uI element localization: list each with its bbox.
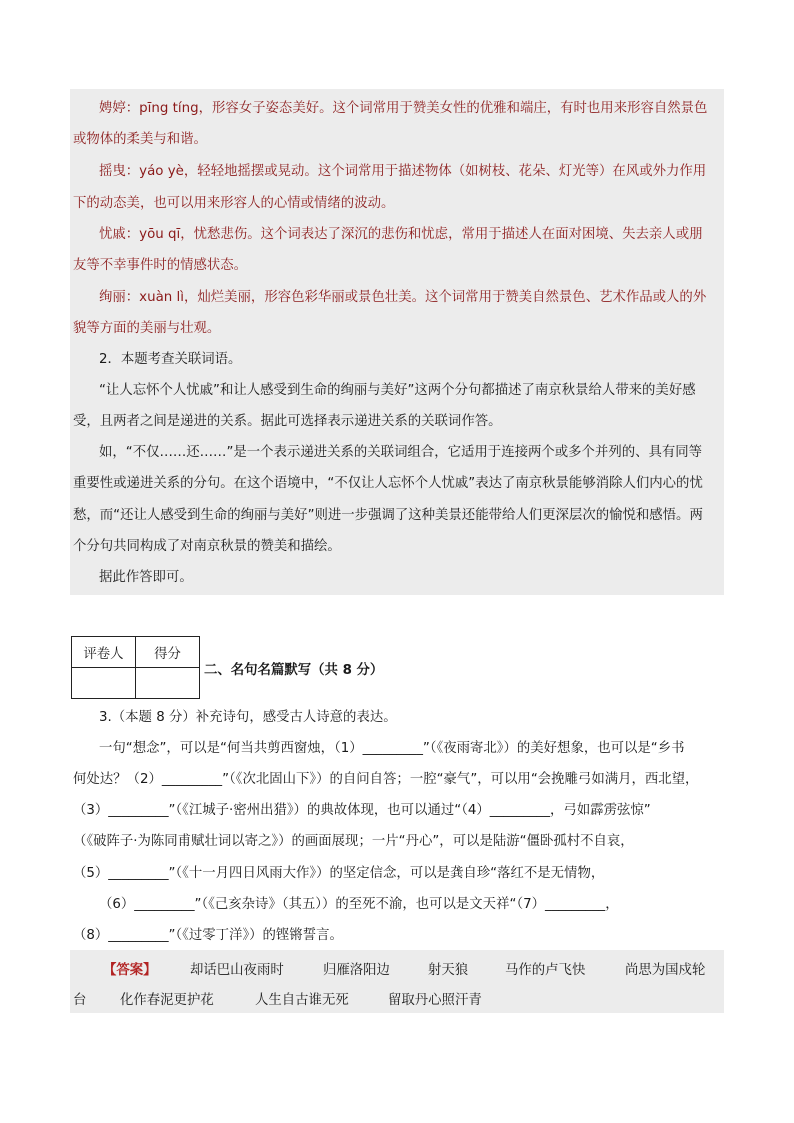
explanation-line: 下的动态美，也可以用来形容人的心情或情绪的波动。 xyxy=(73,196,395,211)
answer-item: 却话巴山夜雨时 xyxy=(190,963,284,978)
explanation-line: 娉婷：pīng tíng，形容女子姿态美好。这个词常用于赞美女性的优雅和端庄，有时也用来形容自然景色 xyxy=(99,101,708,116)
score-header: 得分 xyxy=(136,637,200,668)
answer-item: 射天狼 xyxy=(428,963,469,978)
question-line: （8）_________”（《过零丁洋》）的铿锵誓言。 xyxy=(73,928,343,943)
question-line: 一句“想念”，可以是“何当共剪西窗烛，（1）_________”（《夜雨寄北》）的美好想象，也可以是“乡书 xyxy=(99,741,685,756)
question-line: 3.（本题 8 分）补充诗句，感受古人诗意的表达。 xyxy=(99,710,397,725)
answer-item: 归雁洛阳边 xyxy=(323,963,390,978)
explanation-line: 如，“不仅……还……”是一个表示递进关系的关联词组合，它适用于连接两个或多个并列的、具有同等 xyxy=(99,445,703,460)
explanation-line: 个分句共同构成了对南京秋景的赞美和描绘。 xyxy=(73,539,341,554)
question-line: 何处达？（2）_________”（《次北固山下》）的自问自答；一腔“豪气”，可以用“会挽雕弓如满月，西北望， xyxy=(73,772,699,787)
explanation-line: 据此作答即可。 xyxy=(99,570,193,585)
answer-item: 留取丹心照汗青 xyxy=(388,993,482,1008)
answer-item: 人生自古谁无死 xyxy=(255,993,349,1008)
reviewer-header: 评卷人 xyxy=(72,637,136,668)
explanation-line: 或物体的柔美与和谐。 xyxy=(73,132,207,147)
question-line: （《破阵子·为陈同甫赋壮词以寄之》）的画面展现；一片“丹心”，可以是陆游“僵卧孤村不自哀， xyxy=(73,834,634,849)
explanation-line: “让人忘怀个人忧戚”和让人感受到生命的绚丽与美好”这两个分句都描述了南京秋景给人带来的美好感 xyxy=(99,383,696,398)
score-cell[interactable] xyxy=(136,668,200,699)
question-line: （5）_________”（《十一月四日风雨大作》）的坚定信念，可以是龚自珍“落红不是无情物， xyxy=(73,866,605,881)
answer-label: 【答案】 xyxy=(103,963,157,978)
explanation-line: 愁，而“还让人感受到生命的绚丽与美好”则进一步强调了这种美景还能带给人们更深层次的愉悦和感悟。两 xyxy=(73,508,703,523)
question-line: （6）_________”（《己亥杂诗》（其五））的至死不渝，也可以是文天祥“（7）_________， xyxy=(99,897,619,912)
answer-item: 化作春泥更护花 xyxy=(120,993,214,1008)
explanation-line: 绚丽：xuàn lì，灿烂美丽，形容色彩华丽或景色壮美。这个词常用于赞美自然景色、艺术作品或人的外 xyxy=(99,290,707,305)
explanation-line: 摇曳：yáo yè，轻轻地摇摆或晃动。这个词常用于描述物体（如树枝、花朵、灯光等）在风或外力作用 xyxy=(99,164,707,179)
explanation-line: 受，且两者之间是递进的关系。据此可选择表示递进关系的关联词作答。 xyxy=(73,414,502,429)
answer-item: 马作的卢飞快 xyxy=(505,963,586,978)
explanation-line: 忧戚：yōu qī，忧愁悲伤。这个词表达了深沉的悲伤和忧虑，常用于描述人在面对困境、失去亲人或朋 xyxy=(99,227,703,242)
explanation-line: 友等不幸事件时的情感状态。 xyxy=(73,258,248,273)
question-line: （3）_________”（《江城子·密州出猎》）的典故体现，也可以通过“（4）_________，弓如霹雳弦惊” xyxy=(73,803,651,818)
explanation-line: 2．本题考查关联词语。 xyxy=(99,352,242,367)
explanation-line: 貌等方面的美丽与壮观。 xyxy=(73,321,221,336)
answer-item: 台 xyxy=(73,993,87,1008)
answer-item: 尚思为国戍轮 xyxy=(625,963,706,978)
grading-table xyxy=(71,636,200,699)
explanation-line: 重要性或递进关系的分句。在这个语境中，“不仅让人忘怀个人忧戚”表达了南京秋景能够消除人们内心的忧 xyxy=(73,476,703,491)
reviewer-cell[interactable] xyxy=(72,668,136,699)
section-title: 二、名句名篇默写（共 8 分） xyxy=(204,663,384,678)
